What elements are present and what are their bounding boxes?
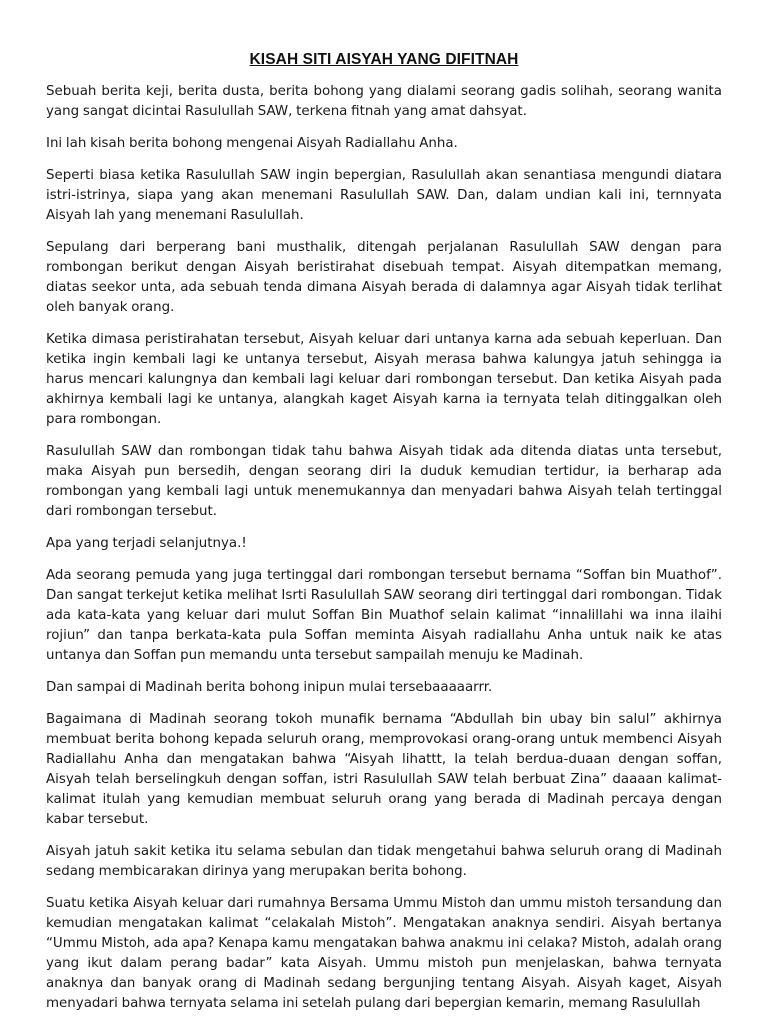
paragraph-5: Ketika dimasa peristirahatan tersebut, Aisyah keluar dari untanya karna ada sebuah keperluan. Dan ketika ingin kembali lagi ke untanya tersebut, Aisyah merasa bahwa kalungya jatuh sehingga ia harus mencari kalungnya dan kembali lagi keluar dari rombongan tersebut. Dan ketika Aisyah pada akhirnya kembali lagi ke untanya, alangkah kaget Aisyah karna ia ternyata telah ditinggalkan oleh para rombongan. bbox=[46, 332, 722, 427]
paragraph-1: Sebuah berita keji, berita dusta, berita bohong yang dialami seorang gadis solihah, seorang wanita yang sangat dicintai Rasulullah SAW, terkena fitnah yang amat dahsyat. bbox=[46, 84, 722, 119]
paragraph-10: Bagaimana di Madinah seorang tokoh munafik bernama “Abdullah bin ubay bin salul” akhirnya membuat berita bohong kepada seluruh orang, memprovokasi orang-orang untuk membenci Aisyah Radiallahu Anha dan mengatakan bahwa “Aisyah lihattt, Ia telah berdua-duaan dengan soffan, Aisyah telah berselingkuh dengan soffan, istri Rasulullah SAW telah berbuat Zina” daaaan kalimat-kalimat itulah yang kemudian membuat seluruh orang yang berada di Madinah percaya dengan kabar tersebut. bbox=[46, 712, 722, 827]
paragraph-4: Sepulang dari berperang bani musthalik, ditengah perjalanan Rasulullah SAW dengan para rombongan berikut dengan Aisyah beristirahat disebuah tempat. Aisyah ditempatkan memang, diatas seekor unta, ada sebuah tenda dimana Aisyah berada di dalamnya agar Aisyah tidak terlihat oleh banyak orang. bbox=[46, 240, 722, 315]
paragraph-6: Rasulullah SAW dan rombongan tidak tahu bahwa Aisyah tidak ada ditenda diatas unta tersebut, maka Aisyah pun bersedih, dengan seorang diri Ia duduk kemudian tertidur, ia berharap ada rombongan yang kembali lagi untuk menemukannya dan menyadari bahwa Aisyah telah tertinggal dari rombongan tersebut. bbox=[46, 444, 722, 519]
paragraph-12: Suatu ketika Aisyah keluar dari rumahnya Bersama Ummu Mistoh dan ummu mistoh tersandung dan kemudian mengatakan kalimat “celakalah Mistoh”. Mengatakan anaknya sendiri. Aisyah bertanya “Ummu Mistoh, ada apa? Kenapa kamu mengatakan bahwa anakmu ini celaka? Mistoh, adalah orang yang ikut dalam perang badar” kata Aisyah. Ummu mistoh pun menjelaskan, bahwa ternyata anaknya dan banyak orang di Madinah sedang bergunjing tentang Aisyah. Aisyah kaget, Aisyah menyadari bahwa ternyata selama ini setelah pulang dari bepergian kemarin, memang Rasulullah bbox=[46, 896, 722, 1011]
paragraph-7: Apa yang terjadi selanjutnya.! bbox=[46, 536, 247, 551]
document-page bbox=[46, 50, 722, 1026]
paragraph-8: Ada seorang pemuda yang juga tertinggal dari rombongan tersebut bernama “Soffan bin Muathof”. Dan sangat terkejut ketika melihat Isrti Rasulullah SAW seorang diri tertinggal dari rombongan. Tidak ada kata-kata yang keluar dari mulut Soffan Bin Muathof selain kalimat “innalillahi wa inna ilaihi rojiun” dan tanpa berkata-kata pula Soffan meminta Aisyah radiallahu Anha untuk naik ke atas untanya dan Soffan pun memandu unta tersebut sampailah menuju ke Madinah. bbox=[46, 568, 722, 663]
paragraph-9: Dan sampai di Madinah berita bohong inipun mulai tersebaaaaarrr. bbox=[46, 680, 493, 695]
document-title: KISAH SITI AISYAH YANG DIFITNAH bbox=[249, 51, 519, 68]
paragraph-3: Seperti biasa ketika Rasulullah SAW ingin bepergian, Rasulullah akan senantiasa mengundi diatara istri-istrinya, siapa yang akan menemani Rasulullah SAW. Dan, dalam undian kali ini, ternnyata Aisyah lah yang menemani Rasulullah. bbox=[46, 168, 722, 223]
paragraph-2: Ini lah kisah berita bohong mengenai Aisyah Radiallahu Anha. bbox=[46, 136, 458, 151]
paragraph-11: Aisyah jatuh sakit ketika itu selama sebulan dan tidak mengetahui bahwa seluruh orang di Madinah sedang membicarakan dirinya yang merupakan berita bohong. bbox=[46, 844, 722, 879]
